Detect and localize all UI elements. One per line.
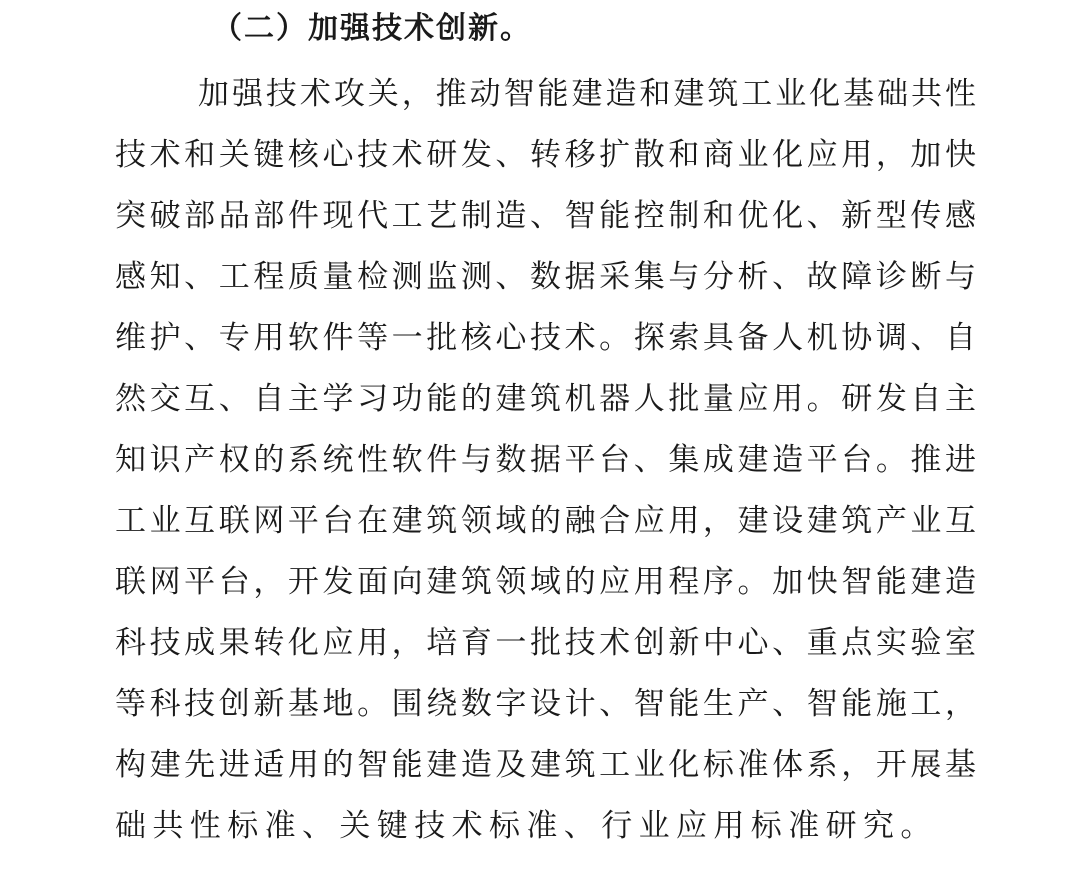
paragraph-line: 维护、专用软件等一批核心技术。探索具备人机协调、自 <box>115 320 976 356</box>
paragraph-line: 感知、工程质量检测监测、数据采集与分析、故障诊断与 <box>115 259 976 295</box>
paragraph-line: 加强技术攻关，推动智能建造和建筑工业化基础共性 <box>198 76 976 112</box>
paragraph-line: 联网平台，开发面向建筑领域的应用程序。加快智能建造 <box>115 564 976 600</box>
paragraph-line: 础共性标准、关键技术标准、行业应用标准研究。 <box>115 808 938 844</box>
paragraph-line: 知识产权的系统性软件与数据平台、集成建造平台。推进 <box>115 442 976 478</box>
section-heading: （二）加强技术创新。 <box>212 11 532 46</box>
paragraph-line: 然交互、自主学习功能的建筑机器人批量应用。研发自主 <box>115 381 976 417</box>
paragraph-line: 科技成果转化应用，培育一批技术创新中心、重点实验室 <box>115 625 976 661</box>
paragraph-line: 构建先进适用的智能建造及建筑工业化标准体系，开展基 <box>115 747 976 783</box>
paragraph-line: 技术和关键核心技术研发、转移扩散和商业化应用，加快 <box>115 137 976 173</box>
paragraph-line: 等科技创新基地。围绕数字设计、智能生产、智能施工， <box>115 686 976 722</box>
paragraph-line: 突破部品部件现代工艺制造、智能控制和优化、新型传感 <box>115 198 976 234</box>
paragraph-line: 工业互联网平台在建筑领域的融合应用，建设建筑产业互 <box>115 503 976 539</box>
